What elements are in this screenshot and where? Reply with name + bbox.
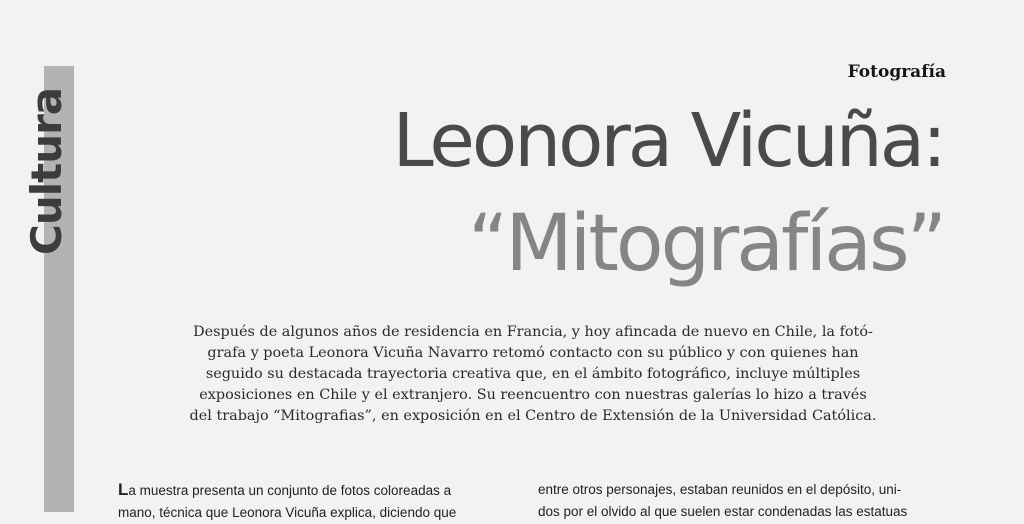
body-column-left — [118, 479, 498, 524]
lead-line: del trabajo “Mitografias”, en exposición en el Centro de Extensión de la Universidad Católica. — [189, 408, 877, 424]
body-column-right — [538, 479, 918, 523]
lead-line: seguido su destacada trayectoria creativa que, en el ámbito fotográfico, incluye múltiples — [205, 366, 861, 382]
body-line: dos por el olvido al que suelen estar condenadas las estatuas — [538, 504, 908, 519]
drop-cap: L — [118, 480, 129, 499]
lead-line: grafa y poeta Leonora Vicuña Navarro retomó contacto con su público y con quienes han — [207, 345, 859, 361]
article-title: Leonora Vicuña: — [392, 98, 944, 184]
section-label: Cultura — [22, 87, 71, 255]
body-line-text: a muestra presenta un conjunto de fotos coloreadas a — [128, 483, 452, 498]
body-line: mano, técnica que Leonora Vicuña explica, diciendo que — [118, 505, 457, 520]
article-subtitle: “Mitografías” — [467, 199, 944, 289]
lead-line: Después de algunos años de residencia en Francia, y hoy afincada de nuevo en Chile, la fotó- — [193, 324, 873, 340]
article-lead — [118, 322, 948, 427]
lead-line: exposiciones en Chile y el extranjero. Su reencuentro con nuestras galerías lo hizo a través — [199, 387, 867, 403]
article-kicker: Fotografía — [847, 62, 946, 82]
body-line: entre otros personajes, estaban reunidos en el depósito, uni- — [538, 482, 902, 497]
body-line — [118, 479, 498, 502]
